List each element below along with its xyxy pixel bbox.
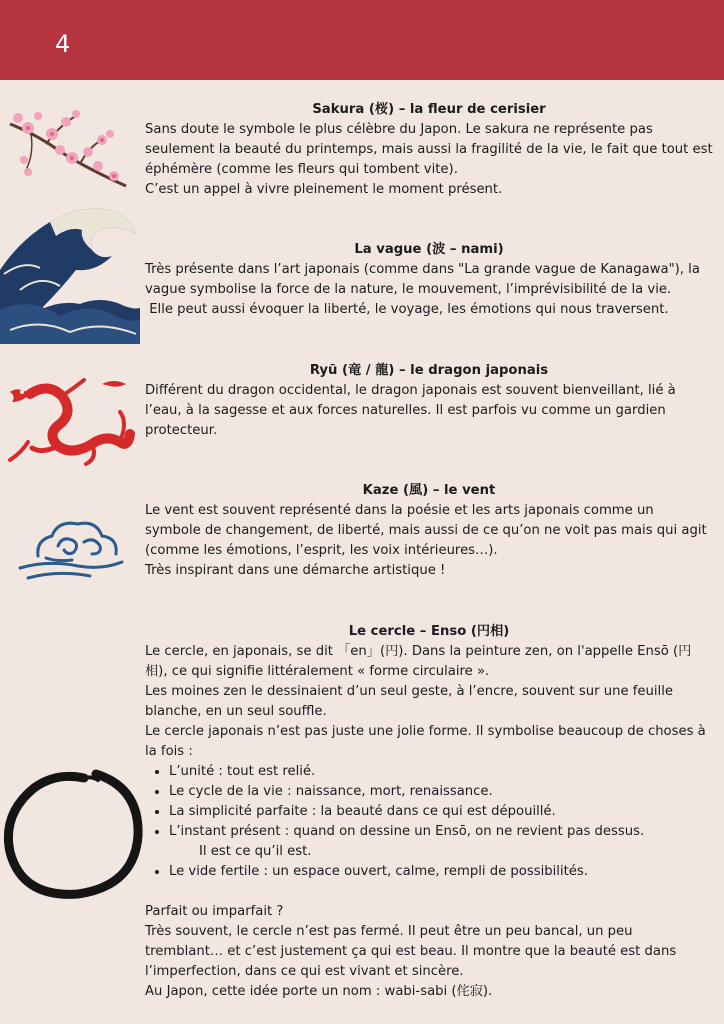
enso-circle-illustration — [0, 764, 148, 904]
enso-paragraph: Les moines zen le dessinaient d’un seul geste, à l’encre, souvent sur une feuille blanche, en un seul souffle. — [145, 684, 673, 719]
list-item: • Le vide fertile : un espace ouvert, calme, rempli de possibilités. — [169, 862, 713, 882]
red-dragon-illustration — [2, 372, 136, 468]
sakura-section — [145, 100, 713, 200]
kaze-paragraph: Très inspirant dans une démarche artistique ! — [145, 563, 446, 578]
list-item: • La simplicité parfaite : la beauté dans ce qui est dépouillé. — [169, 802, 713, 822]
kaze-section — [145, 481, 713, 581]
dragon-section — [145, 361, 713, 441]
page-header — [0, 0, 724, 80]
wind-cloud-illustration — [18, 516, 124, 584]
enso-paragraph: Le cercle, en japonais, se dit 「en」(円). Dans la peinture zen, on l'appelle Ensō (円相), ce qui signifie littéralement « forme circulaire ». — [145, 644, 692, 679]
list-item-continuation: Il est ce qu’il est. — [199, 844, 312, 859]
enso-paragraph: Le cercle japonais n’est pas juste une jolie forme. Il symbolise beaucoup de choses à la fois : — [145, 724, 706, 759]
sakura-paragraph: Sans doute le symbole le plus célèbre du Japon. Le sakura ne représente pas seulement la beauté du printemps, mais aussi la fragilité de la vie, le fait que tout est éphémère (comme les fleurs qui tombent vite). — [145, 122, 713, 177]
enso-section — [145, 622, 713, 1002]
enso-paragraph: Très souvent, le cercle n’est pas fermé. Il peut être un peu bancal, un peu tremblant… et c’est justement ça qui est beau. Il montre que la beauté est dans l’imperfection, dans ce qui est vivant et sincère. — [145, 924, 677, 979]
enso-title: Le cercle – Enso (円相) — [348, 624, 510, 639]
page-number: 4 — [55, 30, 71, 58]
sakura-title: Sakura (桜) – la fleur de cerisier — [312, 102, 546, 117]
vague-paragraph: Elle peut aussi évoquer la liberté, le voyage, les émotions qui nous traversent. — [145, 302, 669, 317]
enso-paragraph: Parfait ou imparfait ? — [145, 904, 284, 919]
kaze-paragraph: Le vent est souvent représenté dans la poésie et les arts japonais comme un symbole de changement, de liberté, mais aussi de ce qu’on ne voit pas mais qui agit (comme les émotions, l’esprit, les voix intérieures…). — [145, 503, 707, 558]
list-item: • L’unité : tout est relié. — [169, 762, 713, 782]
spacer — [145, 882, 713, 902]
kaze-title: Kaze (風) – le vent — [362, 483, 496, 498]
vague-paragraph: Très présente dans l’art japonais (comme dans "La grande vague de Kanagawa"), la vague symbolise la force de la nature, le mouvement, l’imprévisibilité de la vie. — [145, 262, 700, 297]
list-item-text: L’instant présent : quand on dessine un Ensō, on ne revient pas dessus. — [169, 824, 645, 839]
great-wave-illustration — [0, 200, 140, 344]
sakura-paragraph: C’est un appel à vivre pleinement le moment présent. — [145, 182, 503, 197]
vague-title: La vague (波 – nami) — [354, 242, 504, 257]
dragon-title: Ryū (竜 / 龍) – le dragon japonais — [309, 363, 549, 378]
dragon-paragraph: Différent du dragon occidental, le dragon japonais est souvent bienveillant, lié à l’eau, à la sagesse et aux forces naturelles. Il est parfois vu comme un gardien protecteur. — [145, 383, 676, 438]
vague-section — [145, 240, 713, 320]
list-item — [169, 822, 713, 862]
sakura-branch-illustration — [6, 104, 136, 190]
enso-bullet-list — [145, 762, 713, 882]
list-item: • Le cycle de la vie : naissance, mort, renaissance. — [169, 782, 713, 802]
enso-paragraph: Au Japon, cette idée porte un nom : wabi-sabi (侘寂). — [145, 984, 493, 999]
